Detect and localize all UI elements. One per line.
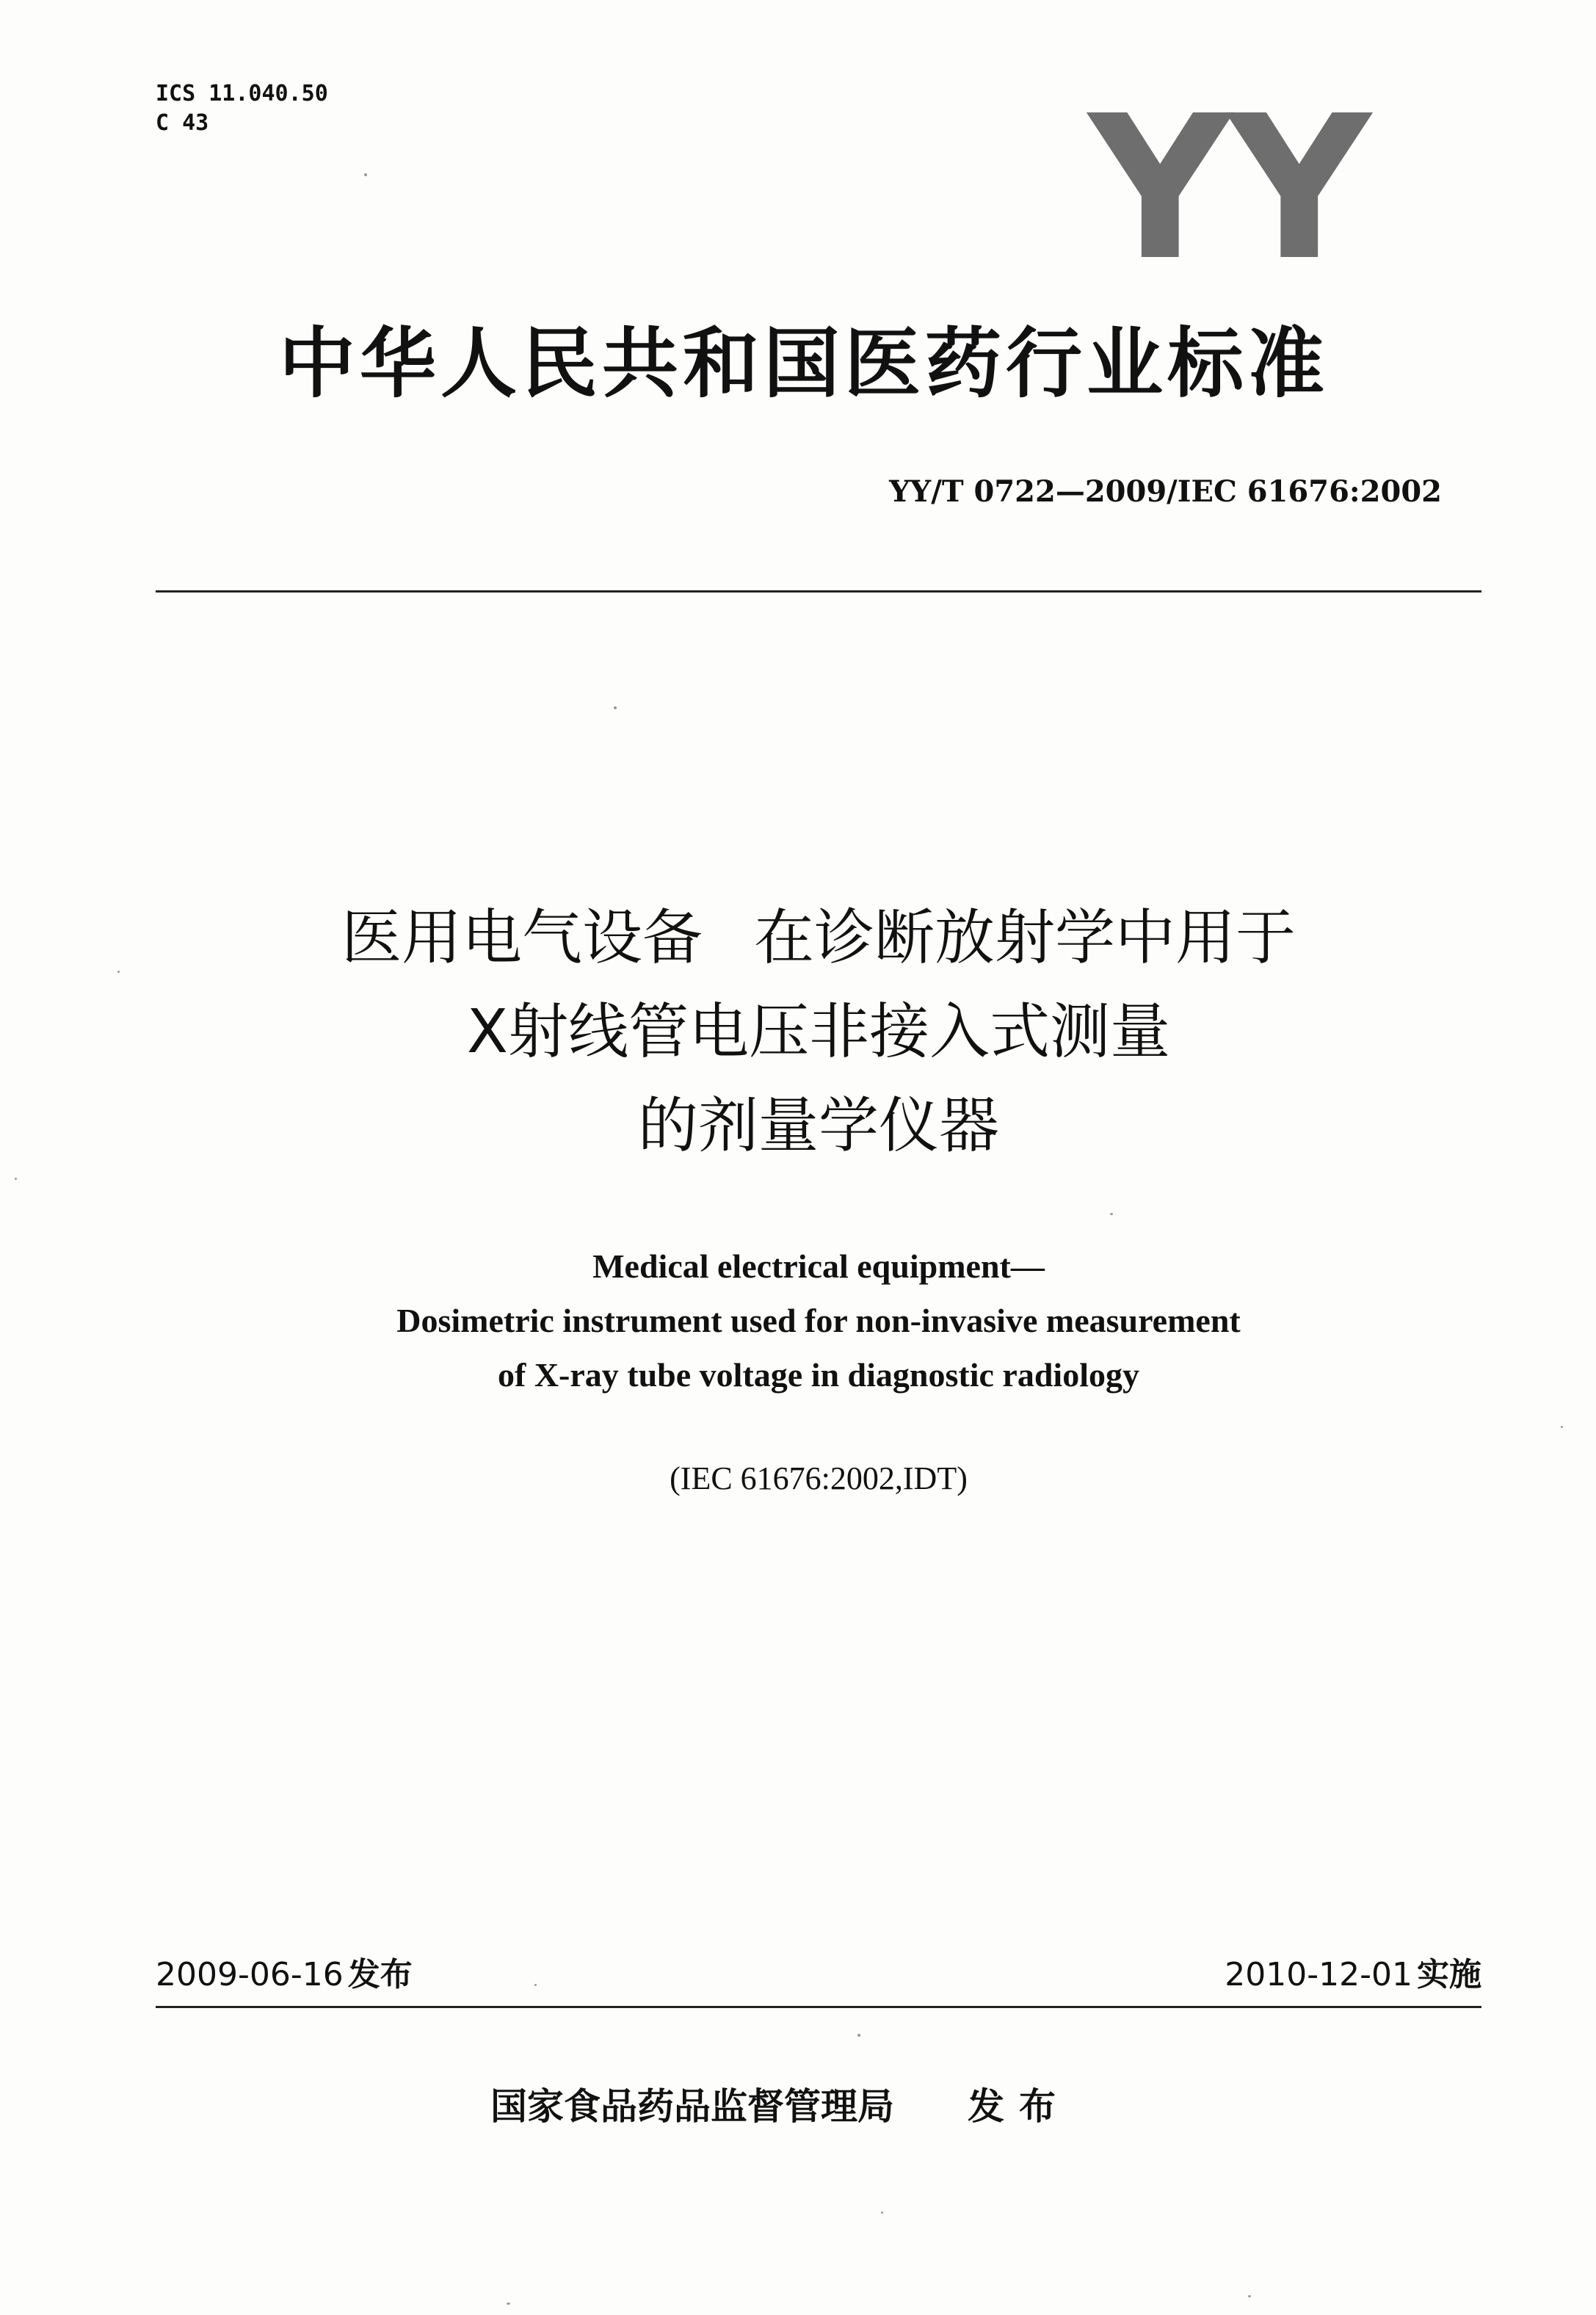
issuer-action: 发布 (968, 2085, 1070, 2128)
equivalence-note: (IEC 61676:2002,IDT) (670, 1460, 968, 1496)
publish-date-block (156, 1953, 413, 1997)
publish-date: 2009-06-16 (156, 1956, 344, 1993)
scan-speck (1248, 2295, 1251, 2297)
footer-divider (156, 2006, 1481, 2008)
cn-title-line-1-part-2: 在诊断放射学中用于 (754, 903, 1296, 973)
yy-logo (1073, 109, 1382, 270)
scan-speck (881, 2211, 883, 2214)
issuing-authority (490, 2081, 1070, 2132)
scan-speck (507, 2303, 510, 2305)
standard-number: YY/T 0722—2009/IEC 61676:2002 (889, 474, 1442, 509)
publish-label: 发布 (347, 1956, 413, 1993)
scan-speck (117, 971, 120, 973)
cn-title-line-3: 的剂量学仪器 (637, 1091, 999, 1161)
scan-speck (534, 1984, 537, 1986)
implement-label: 实施 (1417, 1956, 1481, 1993)
cn-title-line-1-part-1: 医用电气设备 (341, 903, 703, 973)
english-document-title (156, 1239, 1481, 1402)
scan-speck (15, 1178, 17, 1180)
cn-title-line-1 (156, 891, 1481, 985)
scan-speck (857, 2034, 860, 2037)
logo-text: YY (1088, 109, 1367, 270)
standard-title: 中华人民共和国医药行业标准 (278, 319, 1329, 408)
header-divider (156, 590, 1481, 593)
implement-date: 2010-12-01 (1225, 1956, 1412, 1993)
cn-title-line-2: X射线管电压非接入式测量 (466, 997, 1171, 1067)
en-title-line-2: Dosimetric instrument used for non-invasive measurement (396, 1302, 1241, 1339)
chinese-document-title (156, 891, 1481, 1173)
classification-codes (156, 79, 328, 138)
issuer-name: 国家食品药品监督管理局 (490, 2085, 894, 2128)
implement-date-block (1225, 1953, 1481, 1997)
scan-speck (364, 173, 367, 176)
scan-speck (1110, 1213, 1113, 1215)
scan-speck (614, 706, 617, 709)
en-title-line-3: of X-ray tube voltage in diagnostic radiology (498, 1356, 1139, 1394)
scan-speck (1561, 1426, 1563, 1428)
en-title-line-1: Medical electrical equipment— (592, 1247, 1045, 1285)
ccs-code: C 43 (156, 110, 209, 136)
ics-code: ICS 11.040.50 (156, 81, 328, 106)
